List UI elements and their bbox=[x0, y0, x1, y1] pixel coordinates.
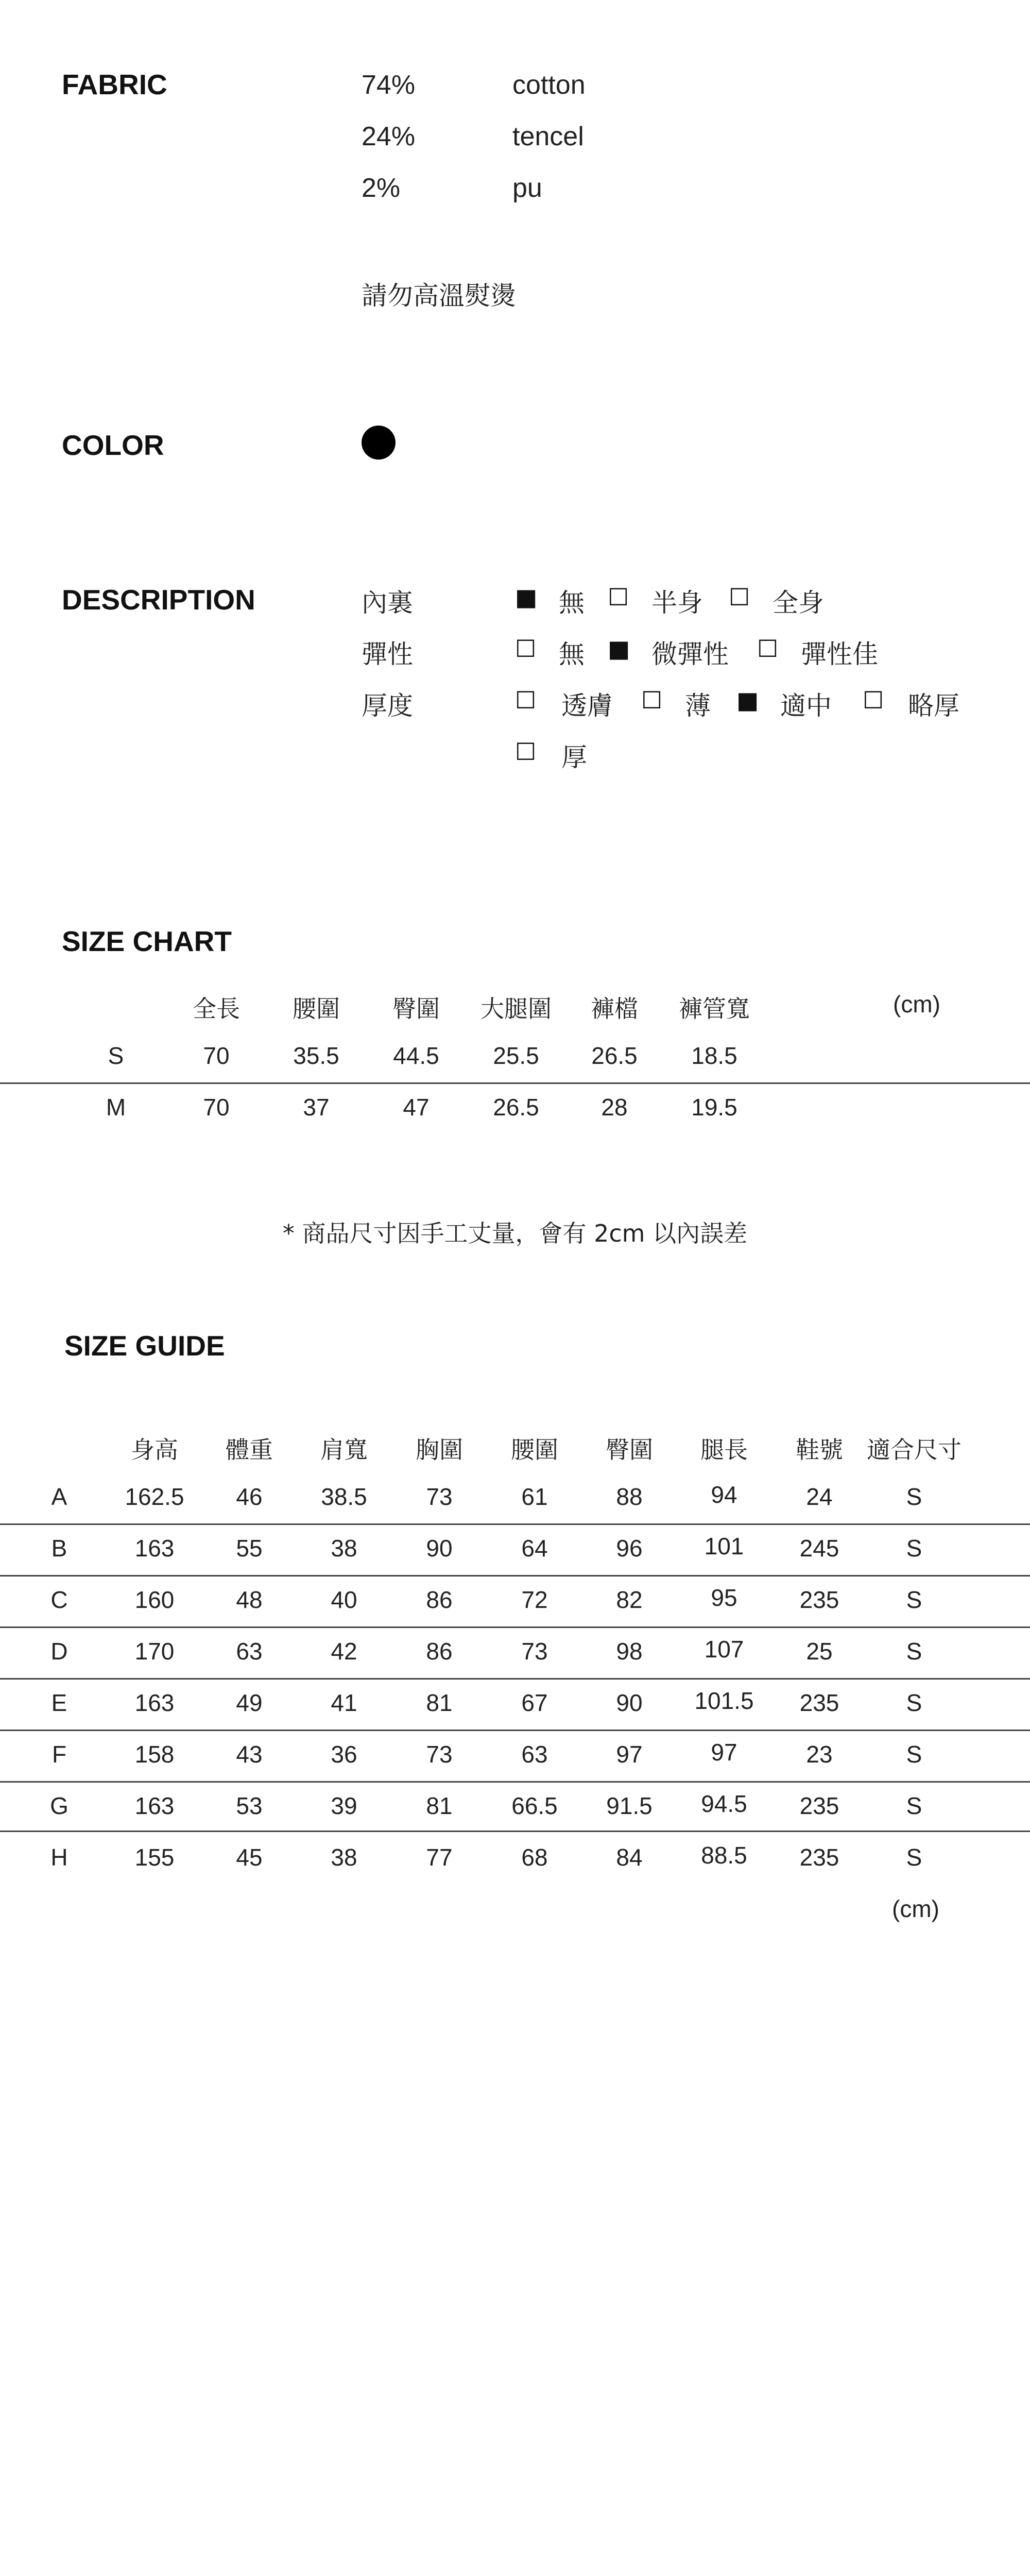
unchecked-box-icon: ☐ bbox=[641, 686, 663, 714]
measurement-note: * 商品尺寸因手工丈量，會有 2cm 以內誤差 bbox=[282, 1219, 748, 1247]
table-cell: 235 bbox=[799, 1844, 839, 1871]
unit-label: (cm) bbox=[892, 1895, 939, 1922]
table-cell: 163 bbox=[134, 1792, 175, 1819]
table-cell: 42 bbox=[331, 1638, 357, 1665]
table-cell: 68 bbox=[521, 1844, 548, 1871]
fabric-pct: 24% bbox=[362, 122, 416, 151]
option-label: 厚 bbox=[561, 742, 587, 772]
table-cell: 160 bbox=[134, 1586, 175, 1613]
model-id: A bbox=[51, 1483, 67, 1510]
size-guide-title: SIZE GUIDE bbox=[64, 1330, 225, 1362]
row-divider bbox=[0, 1781, 1030, 1783]
fabric-name: cotton bbox=[512, 70, 586, 100]
table-cell: 25 bbox=[806, 1638, 833, 1665]
table-cell: 73 bbox=[426, 1483, 453, 1510]
table-cell: 44.5 bbox=[393, 1042, 439, 1069]
table-cell: 26.5 bbox=[493, 1094, 539, 1121]
unchecked-box-icon: ☐ bbox=[515, 686, 537, 714]
model-id: F bbox=[52, 1741, 67, 1768]
table-cell: 38.5 bbox=[321, 1483, 367, 1510]
size-chart-title: SIZE CHART bbox=[62, 925, 232, 957]
option-label: 薄 bbox=[685, 691, 711, 721]
column-header: 大腿圍 bbox=[480, 995, 552, 1023]
column-header: 臀圍 bbox=[606, 1436, 653, 1464]
table-cell: 170 bbox=[134, 1638, 175, 1665]
row-divider bbox=[0, 1575, 1030, 1577]
table-cell: 39 bbox=[331, 1792, 357, 1819]
table-cell: 235 bbox=[799, 1689, 839, 1716]
checked-box-icon: ■ bbox=[736, 686, 759, 714]
table-cell: 162.5 bbox=[125, 1483, 184, 1510]
table-cell: 55 bbox=[236, 1535, 263, 1562]
attribute-name: 內裏 bbox=[362, 588, 413, 618]
table-cell: 91.5 bbox=[606, 1792, 653, 1819]
row-divider bbox=[0, 1678, 1030, 1680]
checked-box-icon: ■ bbox=[608, 635, 630, 663]
table-cell: 24 bbox=[806, 1483, 833, 1510]
model-id: D bbox=[50, 1638, 68, 1665]
size-label: S bbox=[108, 1042, 124, 1069]
table-cell: S bbox=[906, 1483, 922, 1510]
table-cell: 25.5 bbox=[493, 1042, 539, 1069]
table-cell: 72 bbox=[521, 1586, 548, 1613]
table-cell: 36 bbox=[331, 1741, 357, 1768]
option-label: 略厚 bbox=[908, 691, 959, 721]
table-cell: 245 bbox=[799, 1535, 839, 1562]
fabric-pct: 74% bbox=[362, 70, 416, 100]
table-cell: 94 bbox=[711, 1481, 737, 1508]
table-cell: 67 bbox=[521, 1689, 548, 1716]
option-label: 無 bbox=[559, 588, 585, 618]
table-cell: 97 bbox=[711, 1739, 737, 1766]
option-label: 無 bbox=[559, 639, 585, 669]
table-cell: 37 bbox=[303, 1094, 330, 1121]
row-divider bbox=[0, 1523, 1030, 1525]
table-cell: S bbox=[906, 1535, 922, 1562]
column-header: 褲檔 bbox=[591, 995, 638, 1023]
unchecked-box-icon: ☐ bbox=[515, 635, 537, 663]
row-divider bbox=[0, 1626, 1030, 1628]
table-cell: 28 bbox=[601, 1094, 628, 1121]
table-cell: S bbox=[906, 1844, 922, 1871]
table-cell: 38 bbox=[331, 1535, 357, 1562]
table-cell: S bbox=[906, 1638, 922, 1665]
table-cell: 88 bbox=[616, 1483, 643, 1510]
column-header: 全長 bbox=[193, 995, 240, 1023]
row-divider bbox=[0, 1082, 1030, 1084]
table-cell: 90 bbox=[426, 1535, 453, 1562]
option-label: 全身 bbox=[772, 588, 824, 618]
table-cell: 86 bbox=[426, 1586, 453, 1613]
table-cell: 86 bbox=[426, 1638, 453, 1665]
table-cell: S bbox=[906, 1792, 922, 1819]
table-cell: 88.5 bbox=[701, 1842, 747, 1869]
checked-box-icon: ■ bbox=[515, 583, 538, 611]
table-cell: S bbox=[906, 1586, 922, 1613]
table-cell: 77 bbox=[426, 1844, 453, 1871]
option-label: 彈性佳 bbox=[801, 639, 878, 669]
table-cell: 70 bbox=[203, 1042, 230, 1069]
table-cell: 155 bbox=[134, 1844, 175, 1871]
table-cell: 18.5 bbox=[691, 1042, 737, 1069]
unchecked-box-icon: ☐ bbox=[729, 583, 750, 611]
attribute-name: 彈性 bbox=[362, 639, 413, 669]
table-cell: 26.5 bbox=[591, 1042, 638, 1069]
attribute-name: 厚度 bbox=[362, 691, 413, 721]
table-cell: 95 bbox=[711, 1584, 737, 1611]
table-cell: 235 bbox=[799, 1586, 839, 1613]
color-label: COLOR bbox=[62, 429, 164, 461]
table-cell: 81 bbox=[426, 1689, 453, 1716]
table-cell: 66.5 bbox=[511, 1792, 558, 1819]
model-id: E bbox=[51, 1689, 67, 1716]
unchecked-box-icon: ☐ bbox=[863, 686, 884, 714]
row-divider bbox=[0, 1730, 1030, 1731]
table-cell: 64 bbox=[521, 1535, 548, 1562]
color-swatch bbox=[362, 426, 396, 460]
table-cell: 43 bbox=[236, 1741, 263, 1768]
column-header: 胸圍 bbox=[416, 1436, 463, 1464]
table-cell: 35.5 bbox=[293, 1042, 339, 1069]
table-cell: 49 bbox=[236, 1689, 263, 1716]
option-label: 適中 bbox=[780, 691, 832, 721]
column-header: 腰圍 bbox=[511, 1436, 558, 1464]
row-divider bbox=[0, 1831, 1030, 1832]
column-header: 腰圍 bbox=[293, 995, 340, 1023]
table-cell: 96 bbox=[616, 1535, 643, 1562]
table-cell: S bbox=[906, 1741, 922, 1768]
table-cell: 61 bbox=[521, 1483, 548, 1510]
table-cell: 63 bbox=[236, 1638, 263, 1665]
model-id: B bbox=[51, 1535, 67, 1562]
fabric-pct: 2% bbox=[362, 173, 401, 203]
column-header: 臀圍 bbox=[392, 995, 440, 1023]
table-cell: 48 bbox=[236, 1586, 263, 1613]
table-cell: S bbox=[906, 1689, 922, 1716]
table-cell: 46 bbox=[236, 1483, 263, 1510]
care-instruction: 請勿高溫熨燙 bbox=[362, 281, 516, 311]
option-label: 半身 bbox=[651, 588, 703, 618]
unit-label: (cm) bbox=[893, 991, 940, 1018]
description-label: DESCRIPTION bbox=[62, 584, 255, 616]
model-id: C bbox=[50, 1586, 68, 1613]
option-label: 微彈性 bbox=[651, 639, 729, 669]
table-cell: 235 bbox=[799, 1792, 839, 1819]
option-label: 透膚 bbox=[561, 691, 613, 721]
unchecked-box-icon: ☐ bbox=[757, 635, 779, 663]
table-cell: 41 bbox=[331, 1689, 357, 1716]
table-cell: 97 bbox=[616, 1741, 643, 1768]
fabric-name: pu bbox=[512, 173, 542, 203]
unchecked-box-icon: ☐ bbox=[608, 583, 629, 611]
column-header: 身高 bbox=[131, 1436, 178, 1464]
column-header: 體重 bbox=[226, 1436, 273, 1464]
table-cell: 45 bbox=[236, 1844, 263, 1871]
column-header: 褲管寬 bbox=[679, 995, 750, 1023]
table-cell: 90 bbox=[616, 1689, 643, 1716]
table-cell: 101.5 bbox=[694, 1687, 754, 1714]
table-cell: 70 bbox=[203, 1094, 230, 1121]
table-cell: 47 bbox=[403, 1094, 430, 1121]
table-cell: 163 bbox=[134, 1535, 175, 1562]
column-header: 肩寬 bbox=[320, 1436, 368, 1464]
fabric-label: FABRIC bbox=[62, 69, 167, 100]
table-cell: 82 bbox=[616, 1586, 643, 1613]
table-cell: 163 bbox=[134, 1689, 175, 1716]
unchecked-box-icon: ☐ bbox=[515, 738, 537, 766]
table-cell: 84 bbox=[616, 1844, 643, 1871]
table-cell: 98 bbox=[616, 1638, 643, 1665]
table-cell: 101 bbox=[704, 1533, 744, 1560]
table-cell: 94.5 bbox=[701, 1790, 747, 1817]
column-header: 鞋號 bbox=[796, 1436, 843, 1464]
table-cell: 63 bbox=[521, 1741, 548, 1768]
size-label: M bbox=[106, 1094, 126, 1121]
table-cell: 23 bbox=[806, 1741, 833, 1768]
model-id: H bbox=[50, 1844, 68, 1871]
table-cell: 38 bbox=[331, 1844, 357, 1871]
table-cell: 53 bbox=[236, 1792, 263, 1819]
table-cell: 107 bbox=[704, 1636, 744, 1663]
table-cell: 73 bbox=[426, 1741, 453, 1768]
table-cell: 40 bbox=[331, 1586, 357, 1613]
table-cell: 19.5 bbox=[691, 1094, 737, 1121]
column-header: 適合尺寸 bbox=[867, 1436, 962, 1464]
model-id: G bbox=[50, 1792, 68, 1819]
fabric-name: tencel bbox=[512, 122, 584, 151]
table-cell: 158 bbox=[134, 1741, 175, 1768]
table-cell: 73 bbox=[521, 1638, 548, 1665]
table-cell: 81 bbox=[426, 1792, 453, 1819]
column-header: 腿長 bbox=[700, 1436, 748, 1464]
